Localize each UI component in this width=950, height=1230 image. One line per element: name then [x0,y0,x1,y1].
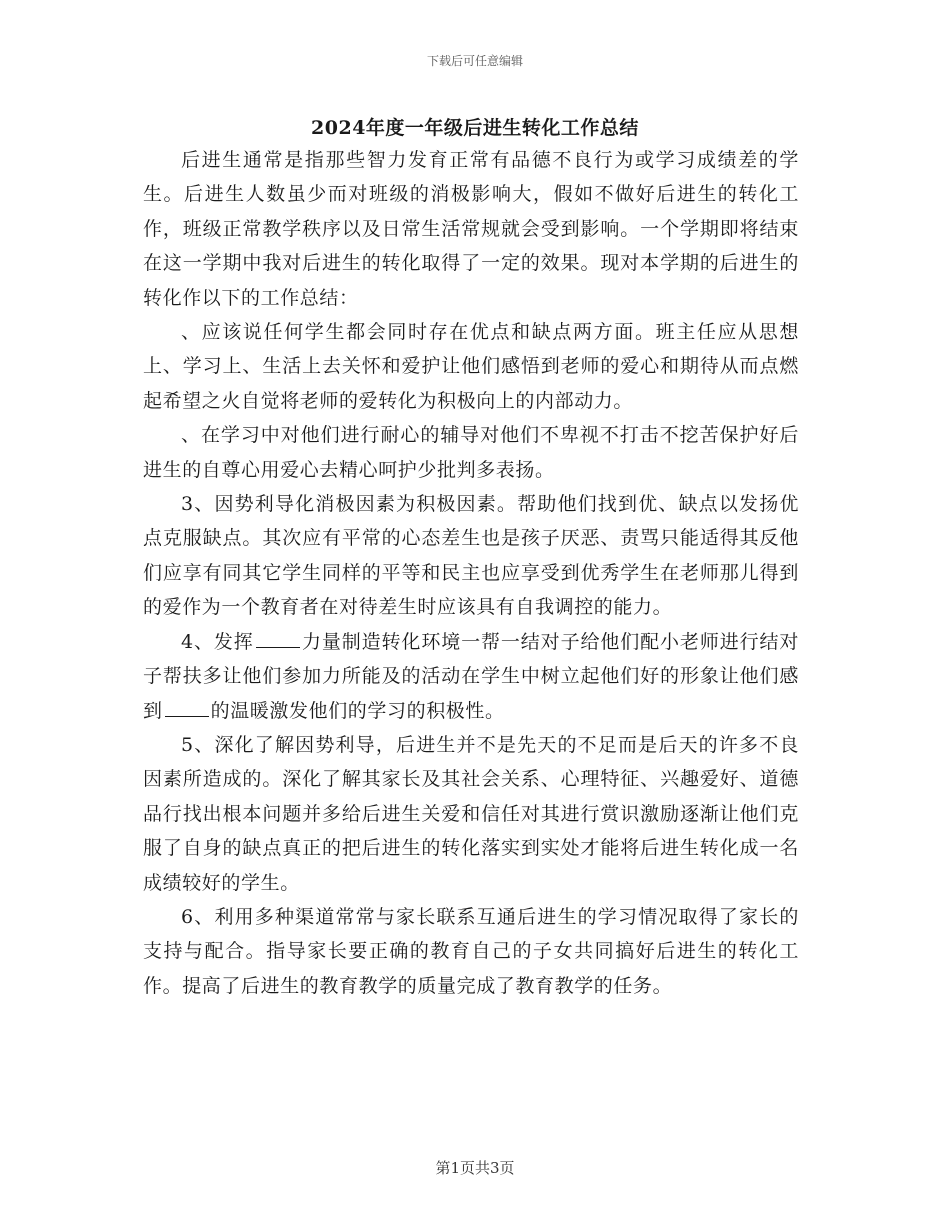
paragraph-item-4-part-3: 的温暖激发他们的学习的积极性。 [210,699,505,722]
page-header-note: 下载后可任意编辑 [426,54,523,68]
paragraph-item-5: 5、深化了解因势利导，后进生并不是先天的不足而是后天的许多不良因素所造成的。深化了解其家长及其社会关系、心理特征、兴趣爱好、道德品行找出根本问题并多给后进生关爱和信任对其进行赏识激励逐渐让他们克服了自身的缺点真正的把后进生的转化落实到实处才能将后进生转化成一名成绩较好的学生。 [143,733,799,894]
paragraph-item-6: 6、利用多种渠道常常与家长联系互通后进生的学习情况取得了家长的支持与配合。指导家长要正确的教育自己的子女共同搞好后进生的转化工作。提高了后进生的教育教学的质量完成了教育教学的任务。 [143,905,799,997]
fill-in-blank [165,698,209,717]
paragraph-item-3: 3、因势利导化消极因素为积极因素。帮助他们找到优、缺点以发扬优点克服缺点。其次应有平常的心态差生也是孩子厌恶、责骂只能适得其反他们应享有同其它学生同样的平等和民主也应享受到优秀学生在老师那儿得到的爱作为一个教育者在对待差生时应该具有自我调控的能力。 [143,493,799,619]
paragraph-intro: 后进生通常是指那些智力发育正常有品德不良行为或学习成绩差的学生。后进生人数虽少而对班级的消极影响大，假如不做好后进生的转化工作，班级正常教学秩序以及日常生活常规就会受到影响。一个学期即将结束在这一学期中我对后进生的转化取得了一定的效果。现对本学期的后进生的转化作以下的工作总结： [143,149,799,309]
page-number: 第1页共3页 [435,1159,515,1177]
document-title: 2024年度一年级后进生转化工作总结 [311,117,639,139]
paragraph-item-4 [143,625,799,728]
paragraph-item-1: 、应该说任何学生都会同时存在优点和缺点两方面。班主任应从思想上、学习上、生活上去关怀和爱护让他们感悟到老师的爱心和期待从而点燃起希望之火自觉将老师的爱转化为积极向上的内部动力。 [143,321,799,412]
document-body [143,143,799,1003]
paragraph-item-2: 、在学习中对他们进行耐心的辅导对他们不卑视不打击不挖苦保护好后进生的自尊心用爱心去精心呵护少批判多表扬。 [143,424,799,481]
paragraph-item-4-part-2: 力量制造转化环境一帮一结对子给他们配小老师进行结对子帮扶多让他们参加力所能及的活动在学生中树立起他们好的形象让他们感到 [143,630,799,722]
fill-in-blank [256,629,300,648]
paragraph-item-4-part-1: 4、发挥 [181,630,254,653]
